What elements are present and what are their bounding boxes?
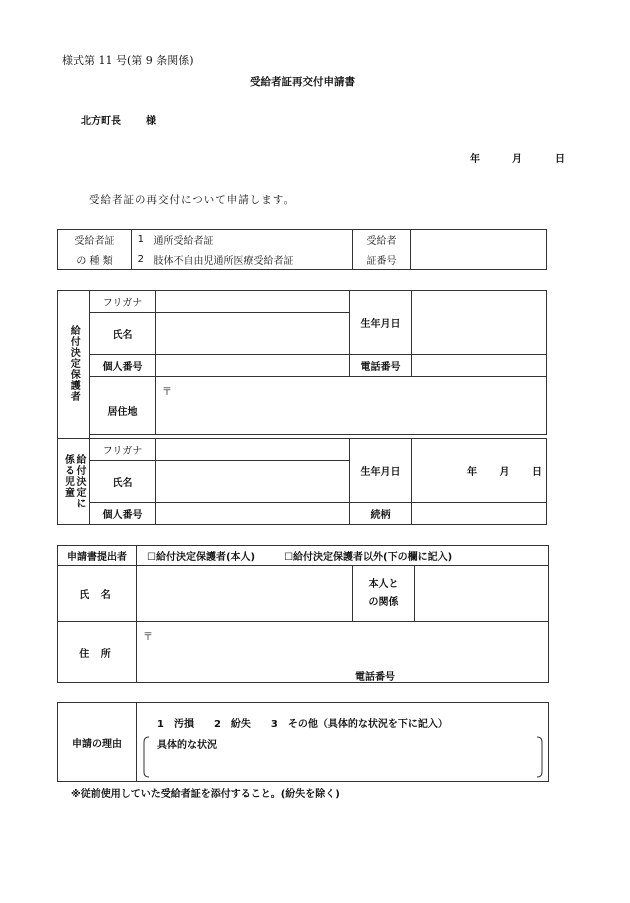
guardian-furigana-label: フリガナ xyxy=(90,291,156,313)
cert-option-1: 通所受給者証 xyxy=(150,230,353,250)
child-name-field[interactable] xyxy=(156,461,350,503)
applicant-name-field[interactable] xyxy=(137,566,353,622)
guardian-name-field[interactable] xyxy=(156,313,350,355)
cert-option-1-num: 1 xyxy=(132,230,150,250)
submitter-self-checkbox[interactable]: ☐給付決定保護者(本人) xyxy=(147,552,256,563)
applicant-phone-label: 電話番号 xyxy=(355,672,395,683)
intro-text: 受給者証の再交付について申請します。 xyxy=(89,194,295,206)
form-number: 様式第 11 号(第 9 条関係) xyxy=(62,54,194,67)
holder-number-field[interactable] xyxy=(411,230,547,270)
submitter-other-checkbox[interactable]: ☐給付決定保護者以外(下の欄に記入) xyxy=(284,552,453,563)
footnote: ※従前使用していた受給者証を添付すること。(紛失を除く) xyxy=(71,789,340,800)
reason-detail-label: 具体的な状況 xyxy=(157,740,217,751)
applicant-address-field[interactable] xyxy=(137,622,549,683)
date-month-label: 月 xyxy=(512,154,522,165)
child-furigana-label: フリガナ xyxy=(90,439,156,461)
applicant-relation-label: 本人と の関係 xyxy=(353,566,415,622)
applicant-table xyxy=(57,545,549,683)
holder-label-1: 受給者 xyxy=(353,230,411,250)
child-name-label: 氏名 xyxy=(90,461,156,503)
child-birthdate-field[interactable] xyxy=(412,439,547,503)
page-title: 受給者証再交付申請書 xyxy=(250,76,355,88)
child-birth-year: 年 xyxy=(467,467,477,478)
addressee-honorific: 様 xyxy=(146,116,156,127)
child-section-label: 給付決定に 係る児童 xyxy=(58,439,90,525)
guardian-personal-number-label: 個人番号 xyxy=(90,355,156,377)
reason-field[interactable] xyxy=(137,703,549,782)
child-birth-day: 日 xyxy=(531,467,542,478)
reason-table xyxy=(57,702,549,782)
applicant-address-label: 住 所 xyxy=(58,622,137,683)
guardian-phone-label: 電話番号 xyxy=(350,355,412,377)
submitter-label: 申請書提出者 xyxy=(58,546,137,566)
guardian-birthdate-field[interactable] xyxy=(412,291,547,355)
guardian-birthdate-label: 生年月日 xyxy=(350,291,412,355)
guardian-furigana-field[interactable] xyxy=(156,291,350,313)
applicant-name-label: 氏 名 xyxy=(58,566,137,622)
guardian-section-label: 給付決定保護者 xyxy=(58,291,90,439)
child-relationship-field[interactable] xyxy=(412,503,547,525)
cert-option-2: 肢体不自由児通所医療受給者証 xyxy=(150,250,353,270)
applicant-relation-field[interactable] xyxy=(415,566,549,622)
cert-type-label-1: 受給者証 xyxy=(58,230,132,250)
child-personal-number-label: 個人番号 xyxy=(90,503,156,525)
child-birth-month: 月 xyxy=(499,467,510,478)
holder-label-2: 証番号 xyxy=(353,250,411,270)
guardian-name-label: 氏名 xyxy=(90,313,156,355)
child-birthdate-label: 生年月日 xyxy=(350,439,412,503)
reason-label: 申請の理由 xyxy=(58,703,137,782)
guardian-postal-mark: 〒 xyxy=(162,387,172,398)
child-furigana-field[interactable] xyxy=(156,439,350,461)
child-personal-number-field[interactable] xyxy=(156,503,350,525)
guardian-phone-field[interactable] xyxy=(412,355,547,377)
cert-type-label-2: の 種 類 xyxy=(58,250,132,270)
child-relationship-label: 続柄 xyxy=(350,503,412,525)
reason-options[interactable]: 1 汚損 2 紛失 3 その他（具体的な状況を下に記入） xyxy=(157,719,448,730)
guardian-address-field[interactable] xyxy=(156,377,547,435)
date-year-label: 年 xyxy=(470,154,480,165)
date-day-label: 日 xyxy=(555,154,565,165)
submitter-options xyxy=(137,546,549,566)
addressee: 北方町長 xyxy=(81,116,121,127)
cert-type-table xyxy=(57,229,547,270)
guardian-address-label: 居住地 xyxy=(90,377,156,435)
applicant-postal-mark: 〒 xyxy=(143,632,153,643)
guardian-personal-number-field[interactable] xyxy=(156,355,350,377)
guardian-child-table xyxy=(57,290,547,525)
cert-option-2-num: 2 xyxy=(132,250,150,270)
